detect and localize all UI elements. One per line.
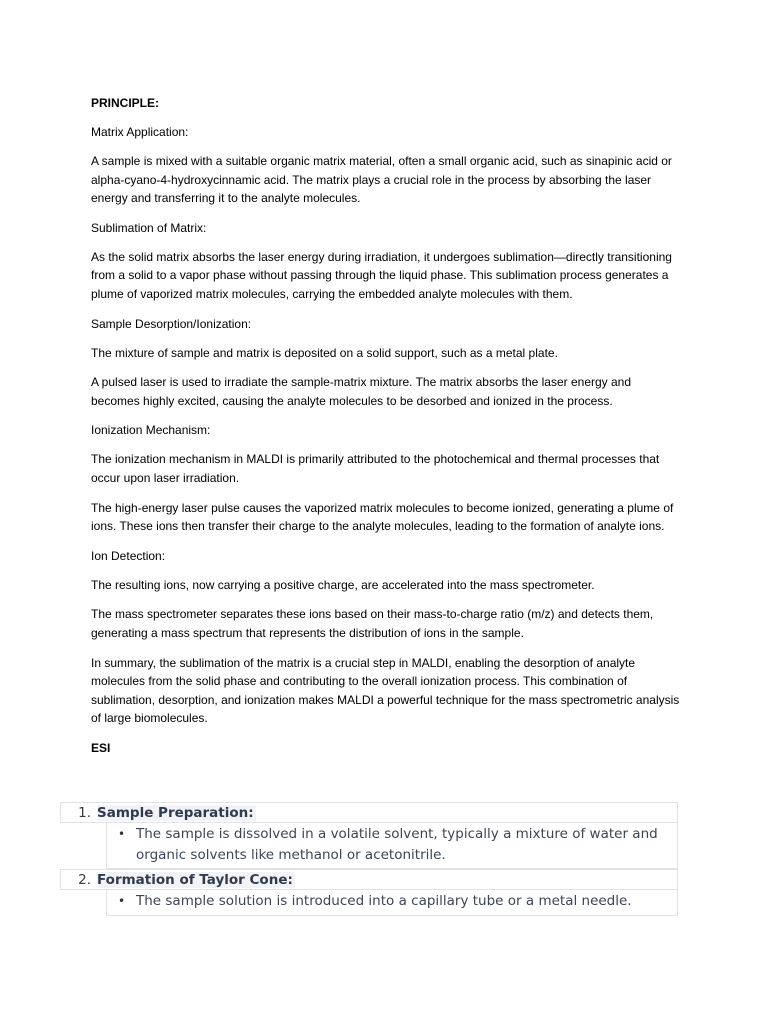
ionization-heading: Ionization Mechanism: [91, 423, 211, 438]
detection-paragraph-1: The resulting ions, now carrying a positive charge, are accelerated into the mass spectrometer. [91, 577, 595, 592]
ionization-paragraph-2: The high-energy laser pulse causes the vaporized matrix molecules to become ionized, generating a plume of ions. These ions then transfer their charge to the analyte molecules, leading to the formation of analyte ions. [91, 500, 674, 534]
detection-heading: Ion Detection: [91, 548, 166, 563]
bullet-icon: • [117, 894, 126, 908]
desorption-heading: Sample Desorption/Ionization: [91, 316, 252, 331]
esi-heading: ESI [91, 740, 111, 755]
sublimation-heading: Sublimation of Matrix: [91, 220, 207, 235]
list-item-title: Sample Preparation: [97, 804, 254, 821]
list-item-detail-text: The sample solution is introduced into a capillary tube or a metal needle. [136, 893, 632, 909]
summary-paragraph: In summary, the sublimation of the matrix is a crucial step in MALDI, enabling the desorption of analyte molecules from the solid phase and contributing to the overall ionization process. This combination of sublimation, desorption, and ionization makes MALDI a powerful technique for the mass spectrometric analysis of large biomolecules. [91, 655, 680, 726]
desorption-paragraph-1: The mixture of sample and matrix is deposited on a solid support, such as a metal plate. [91, 345, 558, 360]
sublimation-paragraph: As the solid matrix absorbs the laser energy during irradiation, it undergoes sublimation—directly transitioning from a solid to a vapor phase without passing through the liquid phase. This sublimation process generates a plume of vaporized matrix molecules, carrying the embedded analyte molecules with them. [91, 249, 672, 301]
detection-paragraph-2: The mass spectrometer separates these ions based on their mass-to-charge ratio (m/z) and detects them, generating a mass spectrum that represents the distribution of ions in the sample. [91, 607, 654, 640]
principle-heading: PRINCIPLE: [91, 96, 160, 110]
list-item-number: 2. [78, 871, 91, 888]
esi-steps-list [60, 802, 678, 916]
list-item-detail-text: The sample is dissolved in a volatile solvent, typically a mixture of water and organic solvents like methanol or acetonitrile. [136, 826, 658, 863]
bullet-icon: • [117, 827, 126, 841]
matrix-application-heading: Matrix Application: [91, 125, 189, 139]
list-item [60, 802, 678, 823]
desorption-paragraph-2: A pulsed laser is used to irradiate the sample-matrix mixture. The matrix absorbs the laser energy and becomes highly excited, causing the analyte molecules to be desorbed and ionized in the process. [91, 375, 632, 408]
matrix-application-paragraph: A sample is mixed with a suitable organic matrix material, often a small organic acid, such as sinapinic acid or alpha-cyano-4-hydroxycinnamic acid. The matrix plays a crucial role in the process by absorbing the laser energy and transferring it to the analyte molecules. [91, 154, 672, 206]
list-item-title: Formation of Taylor Cone: [97, 871, 293, 888]
document-body [91, 94, 681, 768]
list-item-number: 1. [78, 804, 91, 821]
list-item [60, 869, 678, 890]
list-item-detail [106, 890, 678, 916]
ionization-paragraph-1: The ionization mechanism in MALDI is primarily attributed to the photochemical and thermal processes that occur upon laser irradiation. [91, 452, 660, 485]
list-item-detail [106, 823, 678, 869]
